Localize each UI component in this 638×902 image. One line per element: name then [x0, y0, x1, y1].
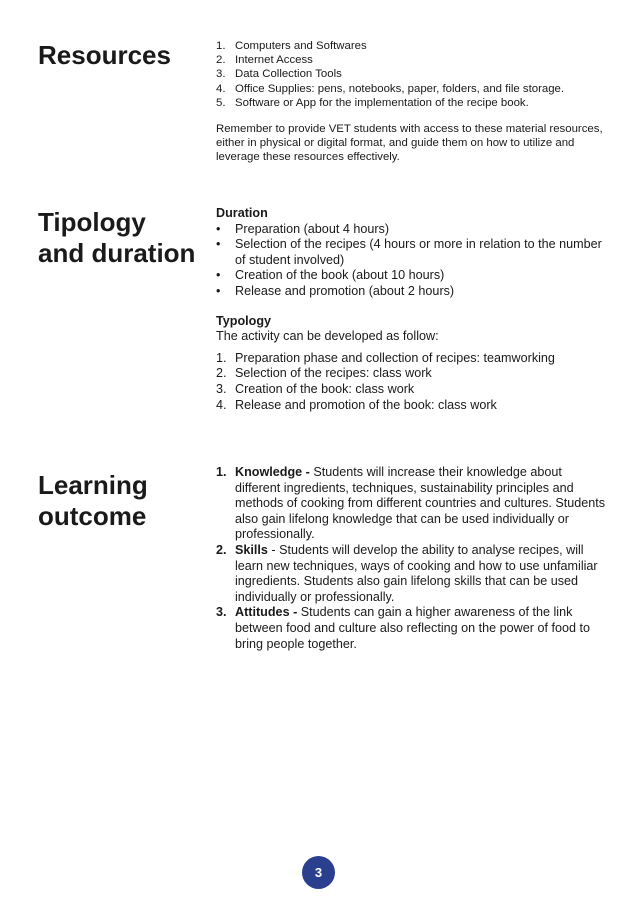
- bullet: •: [216, 283, 221, 298]
- resources-heading: Resources: [38, 40, 171, 70]
- list-number: 2.: [216, 542, 227, 557]
- list-item: [216, 82, 608, 96]
- list-item: [216, 465, 608, 543]
- list-text: Software or App for the implementation of the recipe book.: [235, 96, 529, 109]
- list-item: [216, 605, 608, 652]
- typology-title: Typology: [216, 313, 272, 328]
- list-item: [216, 96, 608, 110]
- outcome-term: Attitudes -: [235, 605, 298, 620]
- learning-body: [216, 465, 608, 652]
- learning-heading: [38, 470, 208, 532]
- list-text: Preparation phase and collection of recipes: teamworking: [235, 350, 555, 365]
- list-text: Office Supplies: pens, notebooks, paper, folders, and file storage.: [235, 82, 565, 95]
- learning-heading-line2: outcome: [38, 501, 147, 531]
- list-number: 1.: [216, 350, 227, 365]
- list-text: Creation of the book (about 10 hours): [235, 268, 445, 283]
- list-number: 2.: [216, 54, 226, 67]
- list-number: 4.: [216, 82, 226, 95]
- list-text: Selection of the recipes (4 hours or more in relation to the number of student involved): [235, 237, 602, 267]
- list-text: Creation of the book: class work: [235, 381, 415, 396]
- bullet: •: [216, 268, 221, 283]
- list-text: Data Collection Tools: [235, 68, 342, 81]
- list-text: Selection of the recipes: class work: [235, 366, 432, 381]
- resources-note: Remember to provide VET students with access to these material resources, either in physical or digital format, and guide them on how to utilize and leverage these resources effectively.: [216, 123, 603, 164]
- outcome-term: Skills: [235, 542, 268, 557]
- list-item: [216, 351, 608, 367]
- resources-list: [216, 39, 608, 110]
- list-number: 5.: [216, 96, 226, 109]
- duration-title: Duration: [216, 206, 268, 220]
- list-text: Students will increase their knowledge about different ingredients, techniques, sustainability principles and methods of cooking from different countries and cultures. Students also gain lifelong knowledge that can be used individually or professionally.: [235, 465, 606, 542]
- list-number: 3.: [216, 381, 227, 396]
- list-item: [216, 222, 608, 238]
- typology-list: [216, 351, 608, 413]
- list-text: - Students will develop the ability to analyse recipes, will learn new techniques, ways of cooking and how to use unfamiliar ingredients. Students also gain lifelong skills that can be used individually or professionally.: [235, 542, 598, 604]
- list-number: 1.: [216, 465, 227, 479]
- resources-body: [216, 39, 608, 165]
- list-text: Preparation (about 4 hours): [235, 221, 390, 236]
- list-item: [216, 398, 608, 414]
- list-item: [216, 237, 608, 268]
- list-item: [216, 366, 608, 382]
- page-number-badge: 3: [302, 856, 335, 889]
- list-number: 2.: [216, 366, 227, 381]
- learning-heading-line1: Learning: [38, 470, 148, 500]
- tipology-heading-line2: and duration: [38, 238, 196, 268]
- list-item: [216, 284, 608, 300]
- typology-intro: The activity can be developed as follow:: [216, 329, 439, 344]
- list-text: Computers and Softwares: [235, 40, 367, 52]
- list-item: [216, 268, 608, 284]
- tipology-heading: [38, 207, 208, 269]
- tipology-heading-line1: Tipology: [38, 207, 146, 237]
- list-item: [216, 382, 608, 398]
- list-item: [216, 67, 608, 81]
- list-number: 4.: [216, 397, 227, 412]
- list-text: Release and promotion (about 2 hours): [235, 283, 455, 298]
- outcome-term: Knowledge -: [235, 465, 310, 479]
- list-number: 3.: [216, 68, 226, 81]
- bullet: •: [216, 237, 221, 252]
- list-item: [216, 53, 608, 67]
- list-item: [216, 39, 608, 53]
- bullet: •: [216, 221, 221, 236]
- list-text: Release and promotion of the book: class work: [235, 397, 497, 412]
- tipology-body: [216, 206, 608, 413]
- list-text: Internet Access: [235, 54, 313, 67]
- learning-list: [216, 465, 608, 652]
- list-number: 3.: [216, 605, 227, 620]
- list-number: 1.: [216, 40, 226, 52]
- duration-list: [216, 222, 608, 300]
- list-item: [216, 543, 608, 605]
- list-text: Students can gain a higher awareness of the link between food and culture also reflecting on the power of food to bring people together.: [235, 605, 590, 651]
